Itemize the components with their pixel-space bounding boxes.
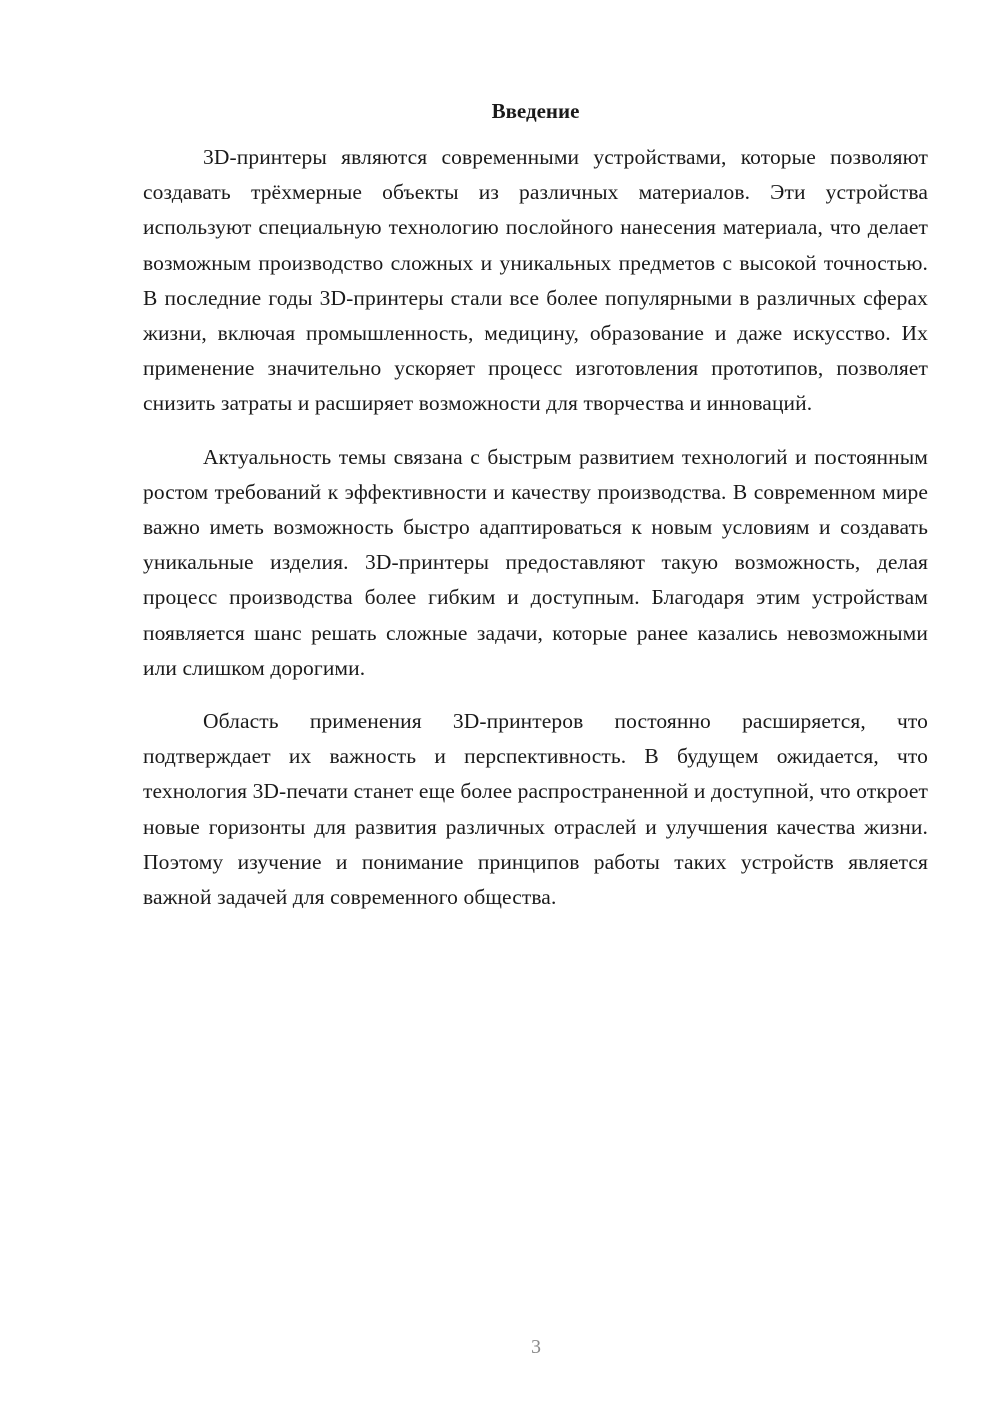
paragraph-relevance: Актуальность темы связана с быстрым развитием технологий и постоянным ростом требований к эффективности и качеству производства. В современном мире важно иметь возможность быстро адаптироваться к новым условиям и создавать уникальные изделия. 3D-принтеры предоставляют такую возможность, делая процесс производства более гибким и доступным. Благодаря этим устройствам появляется шанс решать сложные задачи, которые ранее казались невозможными или слишком дорогими. [143,444,928,680]
paragraph-intro: 3D-принтеры являются современными устройствами, которые позволяют создавать трёхмерные объекты из различных материалов. Эти устройства используют специальную технологию послойного нанесения материала, что делает возможным производство сложных и уникальных предметов с высокой точностью. В последние годы 3D-принтеры стали все более популярными в различных сферах жизни, включая промышленность, медицину, образование и даже искусство. Их применение значительно ускоряет процесс изготовления прототипов, позволяет снизить затраты и расширяет возможности для творчества и инноваций. [143,145,928,416]
section-title: Введение [491,99,580,123]
page-number: 3 [531,1336,541,1358]
page-content [143,96,928,933]
paragraph-application: Область применения 3D-принтеров постоянно расширяется, что подтверждает их важность и перспективность. В будущем ожидается, что технология 3D-печати станет еще более распространенной и доступной, что откроет новые горизонты для развития различных отраслей и улучшения качества жизни. Поэтому изучение и понимание принципов работы таких устройств является важной задачей для современного общества. [143,709,928,910]
